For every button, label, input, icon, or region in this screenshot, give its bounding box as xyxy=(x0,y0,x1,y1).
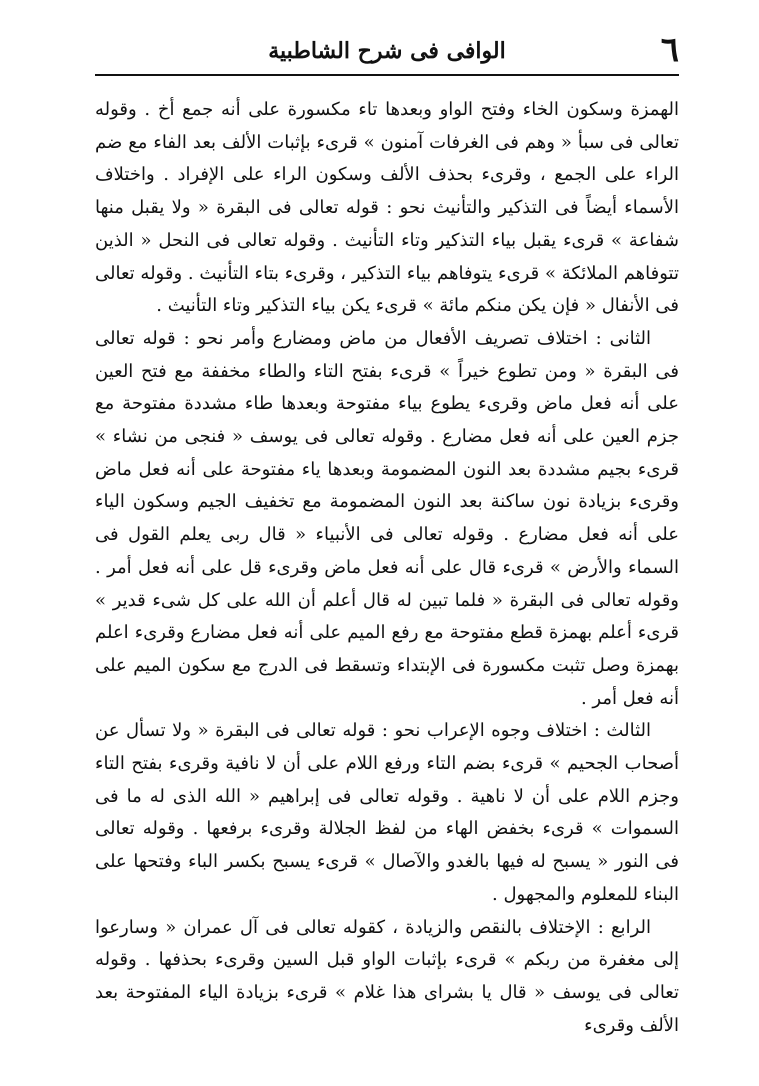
paragraph-third: الثالث : اختلاف وجوه الإعراب نحو : قوله تعالى فى البقرة « ولا تسأل عن أصحاب الجحيم » قرىء بضم التاء ورفع اللام على أن لا نافية وقرىء بفتح التاء وجزم اللام على أن لا ناهية . وقوله تعالى فى إبراهيم « الله الذى له ما فى السموات » قرىء بخفض الهاء من لفظ الجلالة وقرىء برفعها . وقوله تعالى فى النور « يسبح له فيها بالغدو والآصال » قرىء يسبح بكسر الباء وفتحها على البناء للمعلوم والمجهول . xyxy=(95,720,679,905)
paragraph-continuation: الهمزة وسكون الخاء وفتح الواو وبعدها تاء مكسورة على أنه جمع أخ . وقوله تعالى فى سبأ « وهم فى الغرفات آمنون » قرىء بإثبات الألف بعد الفاء مع ضم الراء على الجمع ، وقرىء بحذف الألف وسكون الراء على الإفراد . واختلاف الأسماء أيضاً فى التذكير والتأنيث نحو : قوله تعالى فى البقرة « ولا يقبل منها شفاعة » قرىء يقبل بياء التذكير وتاء التأنيث . وقوله تعالى فى النحل « الذين تتوفاهم الملائكة » قرىء يتوفاهم بياء التذكير ، وقرىء بتاء التأنيث . وقوله تعالى فى الأنفال « فإن يكن منكم مائة » قرىء يكن بياء التذكير وتاء التأنيث . xyxy=(95,99,679,317)
paragraph-second: الثانى : اختلاف تصريف الأفعال من ماض ومضارع وأمر نحو : قوله تعالى فى البقرة « ومن تطوع خيراً » قرىء بفتح التاء والطاء مخففة مع فتح العين على أنه فعل ماض وقرىء يطوع بياء مفتوحة وبعدها طاء مشددة مفتوحة مع جزم العين على أنه فعل مضارع . وقوله تعالى فى يوسف « فنجى من نشاء » قرىء بجيم مشددة بعد النون المضمومة وبعدها ياء مفتوحة على أنه فعل ماض وقرىء بزيادة نون ساكنة بعد النون المضمومة مع تخفيف الجيم وسكون الياء على أنه فعل مضارع . وقوله تعالى فى الأنبياء « قال ربى يعلم القول فى السماء والأرض » قرىء قال على أنه فعل ماض وقرىء قل على أنه فعل أمر . وقوله تعالى فى البقرة « فلما تبين له قال أعلم أن الله على كل شىء قدير » قرىء أعلم بهمزة قطع مفتوحة مع رفع الميم على أنه فعل مضارع وقرىء اعلم بهمزة وصل تثبت مكسورة فى الإبتداء وتسقط فى الدرج مع سكون الميم على أنه فعل أمر . xyxy=(95,327,680,709)
running-title: الوافى فى شرح الشاطبية xyxy=(268,38,506,64)
page-header xyxy=(95,28,679,76)
page-number: ٦ xyxy=(660,30,679,70)
body-text xyxy=(95,94,679,1042)
paragraph-fourth: الرابع : الإختلاف بالنقص والزيادة ، كقوله تعالى فى آل عمران « وسارعوا إلى مغفرة من ربكم » قرىء بإثبات الواو قبل السين وقرىء بحذفها . وقوله تعالى فى يوسف « قال يا بشراى هذا غلام » قرىء بزيادة الياء المفتوحة بعد الألف وقرىء xyxy=(95,916,679,1036)
header-rule xyxy=(95,74,679,76)
